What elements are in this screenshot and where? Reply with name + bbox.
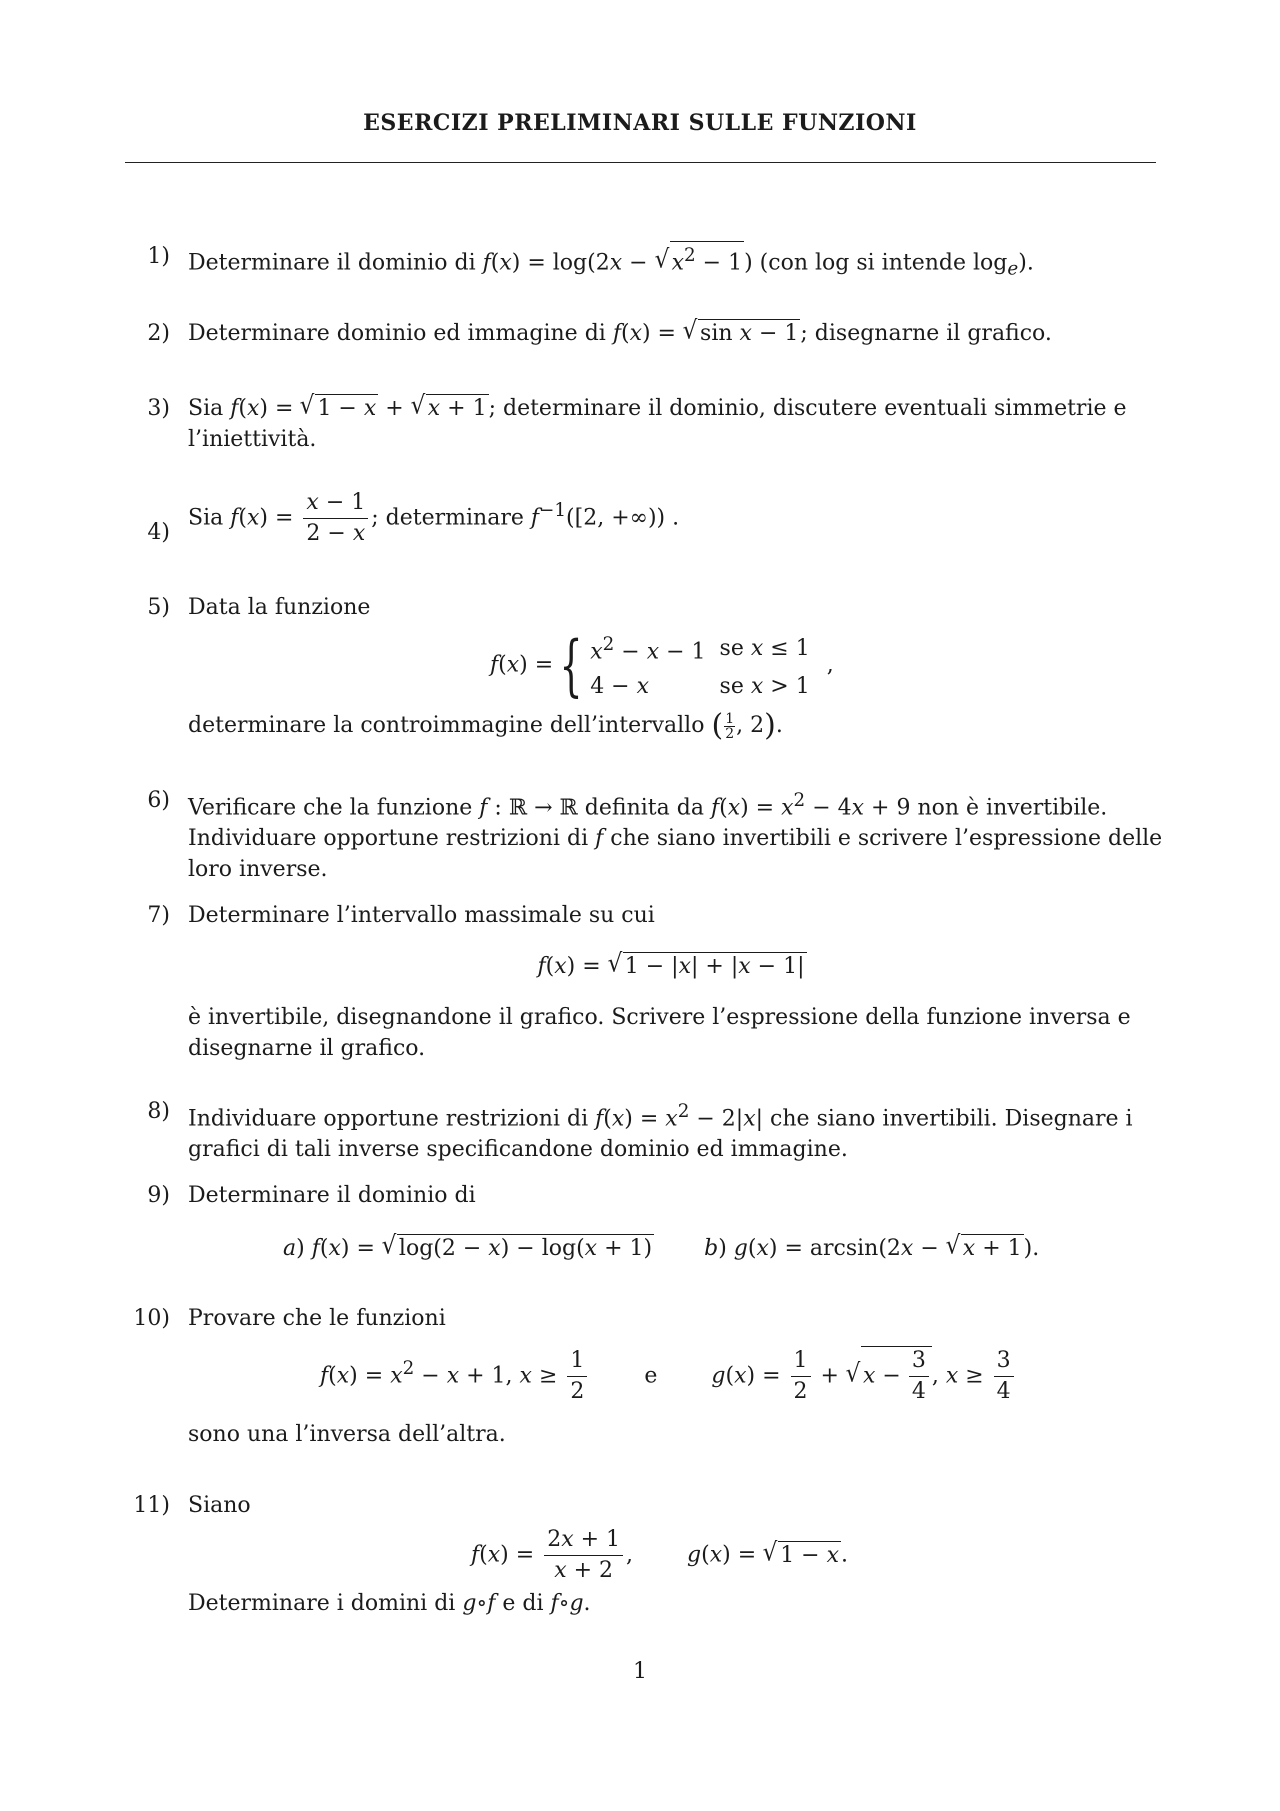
exercise-number: 7) — [147, 903, 170, 928]
exercise-number: 2) — [147, 321, 170, 346]
exercise-text: Sia f(x) = $\frac{x - 1}{2 - x}$ ; determinare $f^{-1}([2$, +∞)) . — [188, 490, 680, 546]
exercise-text: Sia f(x) = √ 1 − x + √ x + 1; determinare il dominio, discutere eventuali simmetrie e l’iniettività. — [188, 391, 1127, 452]
exercise-number: 11) — [133, 1493, 170, 1518]
exercise-text: Determinare dominio ed immagine di f(x) = √ sin x − 1; disegnarne il grafico. — [188, 316, 1052, 346]
exercise-number: 9) — [147, 1183, 170, 1208]
piecewise-definition: { $x^2 - x - 1$ se x ≤ 1 4 − x se x > 1 — [559, 626, 810, 704]
exercise-text: Determinare il dominio di f(x) = log(2x − √ $x^2 - 1$) (con log si intende $\log_e$). — [188, 241, 1156, 285]
exercise-number: 5) — [147, 595, 170, 620]
exercise-text: Data la funzione f(x) = { $x^2 - x - 1$ se x ≤ 1 4 − x se x > 1 , determinare la controimmagine dell’intervallo ( $\frac{1}{2}$ , 2). — [188, 595, 834, 744]
fraction: $\frac{x - 1}{2 - x}$ — [303, 490, 368, 547]
page-title: ESERCIZI PRELIMINARI SULLE FUNZIONI — [363, 110, 917, 136]
exercise-number: 10) — [133, 1306, 170, 1331]
title-rule — [125, 162, 1156, 163]
exercise-text: Provare che le funzioni $f(x) = x^2 - x + 1$, x ≥ $\frac{1}{2}$ e g(x) = $\frac{1}{2}$ + √ x − $\frac{3}{4}$ , x ≥ $\frac{3}{4}$ sono una l’inversa dell’altra. — [188, 1303, 1156, 1450]
page-number: 1 — [633, 1659, 647, 1684]
exercise-text: Determinare il dominio di a) f(x) = √ log(2 − x) − log(x + 1) b) g(x) = arcsin(2x − √ x + 1). — [188, 1183, 1040, 1261]
exercise-number: 4) — [147, 520, 170, 545]
exercise-number: 8) — [147, 1099, 170, 1124]
exercise-text: Verificare che la funzione f : ℝ → ℝ definita da $f(x) = x^2 - 4x + 9$ non è invertibile. Individuare opportune restrizioni di f che siano invertibili e scrivere l’espressione delle loro inverse. — [188, 790, 1163, 883]
exercise-number: 3) — [147, 396, 170, 421]
exercise-text: Siano f(x) = $\frac{2x + 1}{x + 2}$ , g(x) = √ 1 − x. Determinare i domini di g∘f e di f∘g. — [188, 1493, 849, 1616]
exercise-number: 1) — [147, 244, 170, 269]
exercise-number: 6) — [147, 788, 170, 813]
exercise-text: Individuare opportune restrizioni di $f(x) = x^2 - 2|x|$ che siano invertibili. Disegnare i grafici di tali inverse specificandone dominio ed immagine. — [188, 1101, 1133, 1163]
exercise-text: Determinare l’intervallo massimale su cui f(x) = √ 1 − |x| + |x − 1| è invertibile, disegnandone il grafico. Scrivere l’espressione della funzione inversa e disegnarne il grafico. — [188, 903, 1131, 1061]
